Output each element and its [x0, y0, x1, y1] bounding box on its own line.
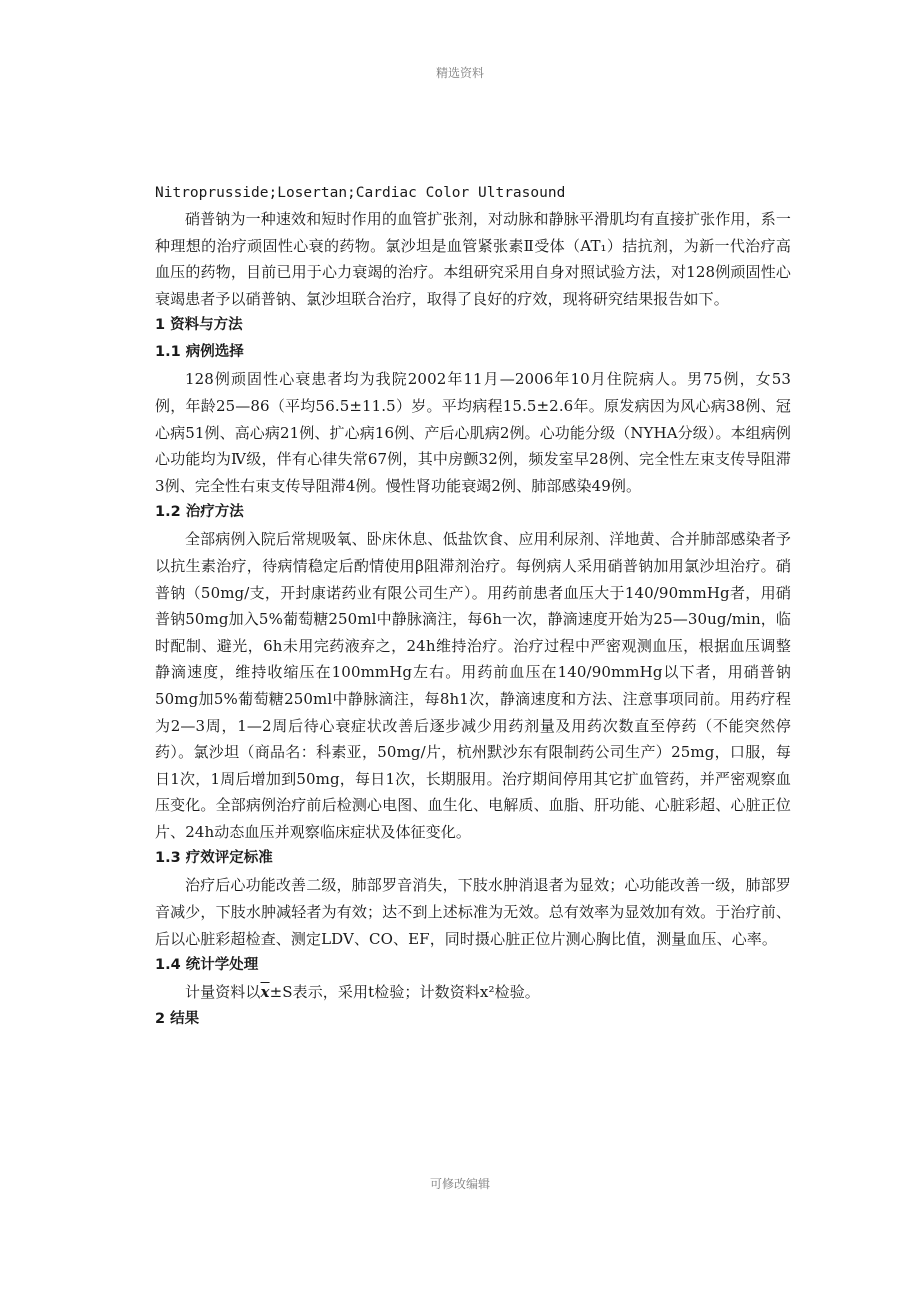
- statistics-text-pre: 计量资料以: [185, 983, 261, 1002]
- section-heading-1-3: 1.3 疗效评定标准: [155, 850, 273, 867]
- english-keywords: Nitroprusside;Losertan;Cardiac Color Ultrasound: [155, 185, 566, 201]
- document-body: [155, 180, 791, 1033]
- intro-paragraph: 硝普钠为一种速效和短时作用的血管扩张剂，对动脉和静脉平滑肌均有直接扩张作用，系一种理想的治疗顽固性心衰的药物。氯沙坦是血管紧张素Ⅱ受体（AT₁）拮抗剂，为新一代治疗高血压的药物，目前已用于心力衰竭的治疗。本组研究采用自身对照试验方法，对128例顽固性心衰竭患者予以硝普钠、氯沙坦联合治疗，取得了良好的疗效，现将研究结果报告如下。: [155, 210, 791, 308]
- x-bar-symbol: $\overline{x}$: [260, 983, 270, 1002]
- section-heading-1-4: 1.4 统计学处理: [155, 957, 259, 974]
- statistics-paragraph: [155, 979, 791, 1006]
- section-heading-1-1: 1.1 病例选择: [155, 344, 244, 361]
- statistics-text-post: ±S表示，采用t检验；计数资料x²检验。: [269, 983, 540, 1002]
- page-header: 精选资料: [435, 66, 484, 80]
- page-footer: 可修改编辑: [429, 1177, 490, 1191]
- case-selection-paragraph: 128例顽固性心衰患者均为我院2002年11月—2006年10月住院病人。男75例，女53例，年龄25—86（平均56.5±11.5）岁。平均病程15.5±2.6年。原发病因为风心病38例、冠心病51例、高心病21例、扩心病16例、产后心肌病2例。心功能分级（NYHA分级）。本组病例心功能均为Ⅳ级，伴有心律失常67例，其中房颤32例，频发室早28例、完全性左束支传导阻滞3例、完全性右束支传导阻滞4例。慢性肾功能衰竭2例、肺部感染49例。: [155, 370, 791, 495]
- section-heading-1: 1 资料与方法: [155, 317, 243, 334]
- treatment-method-paragraph: 全部病例入院后常规吸氧、卧床休息、低盐饮食、应用利尿剂、洋地黄、合并肺部感染者予以抗生素治疗，待病情稳定后酌情使用β阻滞剂治疗。每例病人采用硝普钠加用氯沙坦治疗。硝普钠（50mg/支，开封康诺药业有限公司生产）。用药前患者血压大于140/90mmHg者，用硝普钠50mg加入5%葡萄糖250ml中静脉滴注，每6h一次，静滴速度开始为25—30ug/min，临时配制、避光，6h未用完药液弃之，24h维持治疗。治疗过程中严密观测血压，根据血压调整静滴速度，维持收缩压在100mmHg左右。用药前血压在140/90mmHg以下者，用硝普钠50mg加5%葡萄糖250ml中静脉滴注，每8h1次，静滴速度和方法、注意事项同前。用药疗程为2—3周，1—2周后待心衰症状改善后逐步减少用药剂量及用药次数直至停药（不能突然停药）。氯沙坦（商品名：科素亚，50mg/片，杭州默沙东有限制药公司生产）25mg，口服，每日1次，1周后增加到50mg，每日1次，长期服用。治疗期间停用其它扩血管药，并严密观察血压变化。全部病例治疗前后检测心电图、血生化、电解质、血脂、肝功能、心脏彩超、心脏正位片、24h动态血压并观察临床症状及体征变化。: [155, 530, 791, 841]
- section-heading-2: 2 结果: [155, 1010, 200, 1027]
- efficacy-criteria-paragraph: 治疗后心功能改善二级，肺部罗音消失，下肢水肿消退者为显效；心功能改善一级，肺部罗音减少，下肢水肿减轻者为有效；达不到上述标准为无效。总有效率为显效加有效。于治疗前、后以心脏彩超检查、测定LDV、CO、EF，同时摄心脏正位片测心胸比值，测量血压、心率。: [155, 876, 791, 948]
- section-heading-1-2: 1.2 治疗方法: [155, 504, 244, 521]
